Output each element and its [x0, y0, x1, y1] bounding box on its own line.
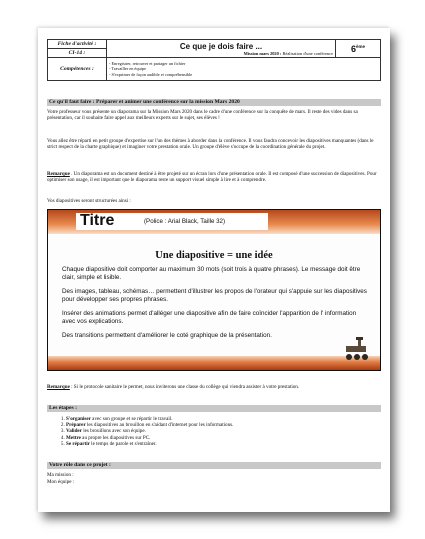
slide-example — [47, 209, 381, 371]
groups-paragraph: Vous allez être réparti en petit groupe d'expertise sur l'un des thèmes à aborder dans la conférence. Il vous faudra concevoir les diapositives manquantes (dans le strict respect de la charte graphique) et imaginer votre prestation orale. Un groupe d'élève s'occupe de la coordination générale du projet. — [47, 138, 374, 151]
section-heading-steps: Les étapes : — [47, 405, 381, 412]
list-item: 3. Valider les brouillons avec son équipe. — [66, 428, 366, 434]
title-cell — [107, 40, 336, 58]
skill-item: - Travailler en équipe — [109, 66, 146, 72]
list-item: 1. S'organiser avec son groupe et se répartir le travail. — [66, 416, 366, 422]
slide-bottom-band — [48, 356, 380, 370]
page-subtitle: Mission mars 2020 : Réalisation d'une conférence — [243, 50, 333, 56]
steps-list — [56, 416, 366, 447]
activity-label: Fiche d'activité : — [48, 40, 107, 49]
intro-paragraph: Votre professeur vous présente un diaporama sur la Mission Mars 2020 dans le cadre d'une conférence sur la conquête de mars. Il reste des vides dans sa présentation, car il souhaite faire appel aux meilleurs experts sur le sujet, ses élèves ! — [47, 109, 358, 122]
structure-intro: Vos diapositives seront structurées ainsi : — [47, 198, 131, 204]
header-table — [47, 39, 381, 81]
skills-label: Compétences : — [48, 58, 107, 81]
slide-title-note: (Police : Arial Black, Taille 32) — [144, 218, 226, 225]
section-heading-task: Ce qu'il faut faire : Préparer et animer une conférence sur la mission Mars 2020 — [47, 99, 381, 106]
slide-paragraph: Insérer des animations permet d'alléger une diapositive afin de faire coïncider l'apparition de l' information avec vos explications. — [62, 310, 357, 325]
mission-label: Ma mission : — [47, 472, 74, 478]
remark2-paragraph: Remarque : Si le protocole sanitaire le permet, nous inviterons une classe du collège qui viendra assister à votre prestation. — [47, 384, 300, 390]
page-title: Ce que je dois faire ... — [179, 41, 263, 51]
skills-list — [107, 58, 381, 81]
section-heading-role: Votre rôle dans ce projet : — [47, 462, 381, 469]
remark-paragraph: Remarque . Un diaporama est un document destiné à être projeté sur un écran lors d'une présentation orale. Il est composé d'une succession de diapositives. Pour optimiser son usage, il est important que le diaporama reste un support visuel simple à lire et à comprendre. — [47, 171, 377, 184]
slide-title: Titre — [80, 212, 115, 229]
slide-heading: Une diapositive = une idée — [155, 250, 273, 261]
ci-label: CI-14 : — [48, 49, 107, 58]
document-page — [38, 28, 390, 512]
list-item: 2. Préparer les diapositives au brouillon en s'aidant d'internet pour les informations. — [66, 422, 366, 428]
level-badge: 6ème — [336, 40, 381, 58]
rover-icon — [340, 336, 374, 364]
list-item: 5. Se répartir le temps de parole et s'entraîner. — [66, 441, 366, 447]
skill-item: - Enregistrer, retrouver et partager un fichier — [109, 61, 186, 67]
team-label: Mon équipe : — [47, 479, 75, 485]
slide-paragraph: Des images, tableau, schémas… permettent d'illustrer les propos de l'orateur qui s'appuie sur les diapositives pour développer ses propres phrases. — [62, 288, 367, 303]
skill-item: - S'exprimer de façon audible et compréhensible — [109, 71, 193, 77]
list-item: 4. Mettre au propre les diapositives sur PC. — [66, 435, 366, 441]
slide-paragraph: Chaque diapositive doit comporter au maximum 30 mots (soit trois à quatre phrases). Le message doit être clair, simple et lisible. — [62, 266, 361, 281]
slide-paragraph: Des transitions permettent d'améliorer le coté graphique de la présentation. — [62, 332, 272, 339]
